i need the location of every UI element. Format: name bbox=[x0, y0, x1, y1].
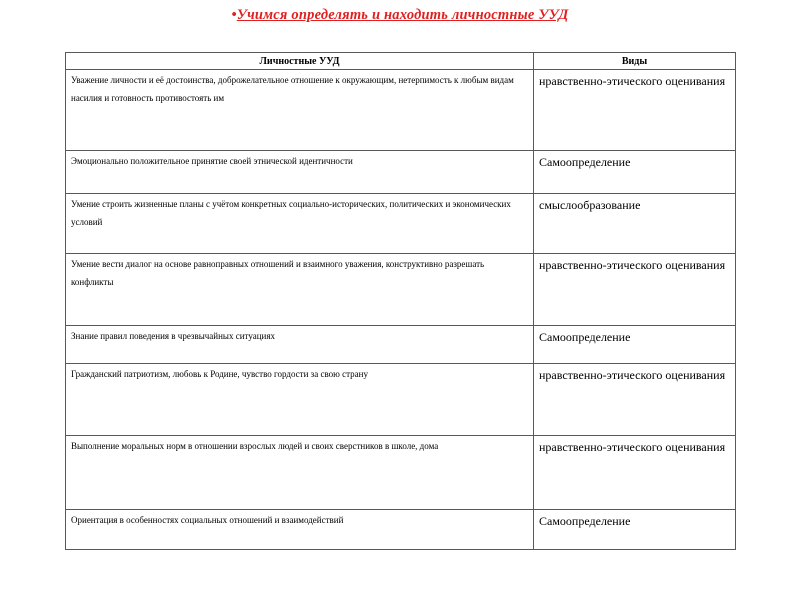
uud-cell: Уважение личности и её достоинства, доброжелательное отношение к окружающим, нетерпимость к любым видам насилия и готовность противостоять им bbox=[66, 70, 534, 151]
uud-cell: Гражданский патриотизм, любовь к Родине, чувство гордости за свою страну bbox=[66, 364, 534, 436]
uud-cell: Выполнение моральных норм в отношении взрослых людей и своих сверстников в школе, дома bbox=[66, 436, 534, 510]
table-row bbox=[66, 151, 736, 194]
table-row bbox=[66, 510, 736, 550]
vid-cell: Самоопределение bbox=[534, 326, 736, 364]
table-row bbox=[66, 70, 736, 151]
table-row bbox=[66, 436, 736, 510]
bullet-marker: • bbox=[231, 7, 237, 23]
header-row bbox=[66, 53, 736, 70]
table-row bbox=[66, 326, 736, 364]
vid-cell: нравственно-этического оценивания bbox=[534, 436, 736, 510]
slide-title-text: Учимся определять и находить личностные УУД bbox=[236, 7, 569, 23]
table-row bbox=[66, 194, 736, 254]
slide-title bbox=[0, 7, 800, 24]
vid-cell: Самоопределение bbox=[534, 510, 736, 550]
header-cell-vidy: Виды bbox=[534, 53, 736, 70]
vid-cell: Самоопределение bbox=[534, 151, 736, 194]
table-row bbox=[66, 254, 736, 326]
vid-cell: нравственно-этического оценивания bbox=[534, 254, 736, 326]
uud-table bbox=[65, 52, 736, 550]
uud-cell: Ориентация в особенностях социальных отношений и взаимодействий bbox=[66, 510, 534, 550]
vid-cell: нравственно-этического оценивания bbox=[534, 70, 736, 151]
uud-cell: Умение вести диалог на основе равноправных отношений и взаимного уважения, конструктивно разрешать конфликты bbox=[66, 254, 534, 326]
uud-cell: Знание правил поведения в чрезвычайных ситуациях bbox=[66, 326, 534, 364]
uud-cell: Умение строить жизненные планы с учётом конкретных социально-исторических, политических и экономических условий bbox=[66, 194, 534, 254]
uud-cell: Эмоционально положительное принятие своей этнической идентичности bbox=[66, 151, 534, 194]
vid-cell: смыслообразование bbox=[534, 194, 736, 254]
vid-cell: нравственно-этического оценивания bbox=[534, 364, 736, 436]
table-row bbox=[66, 364, 736, 436]
header-cell-lichnostnye-uud: Личностные УУД bbox=[66, 53, 534, 70]
